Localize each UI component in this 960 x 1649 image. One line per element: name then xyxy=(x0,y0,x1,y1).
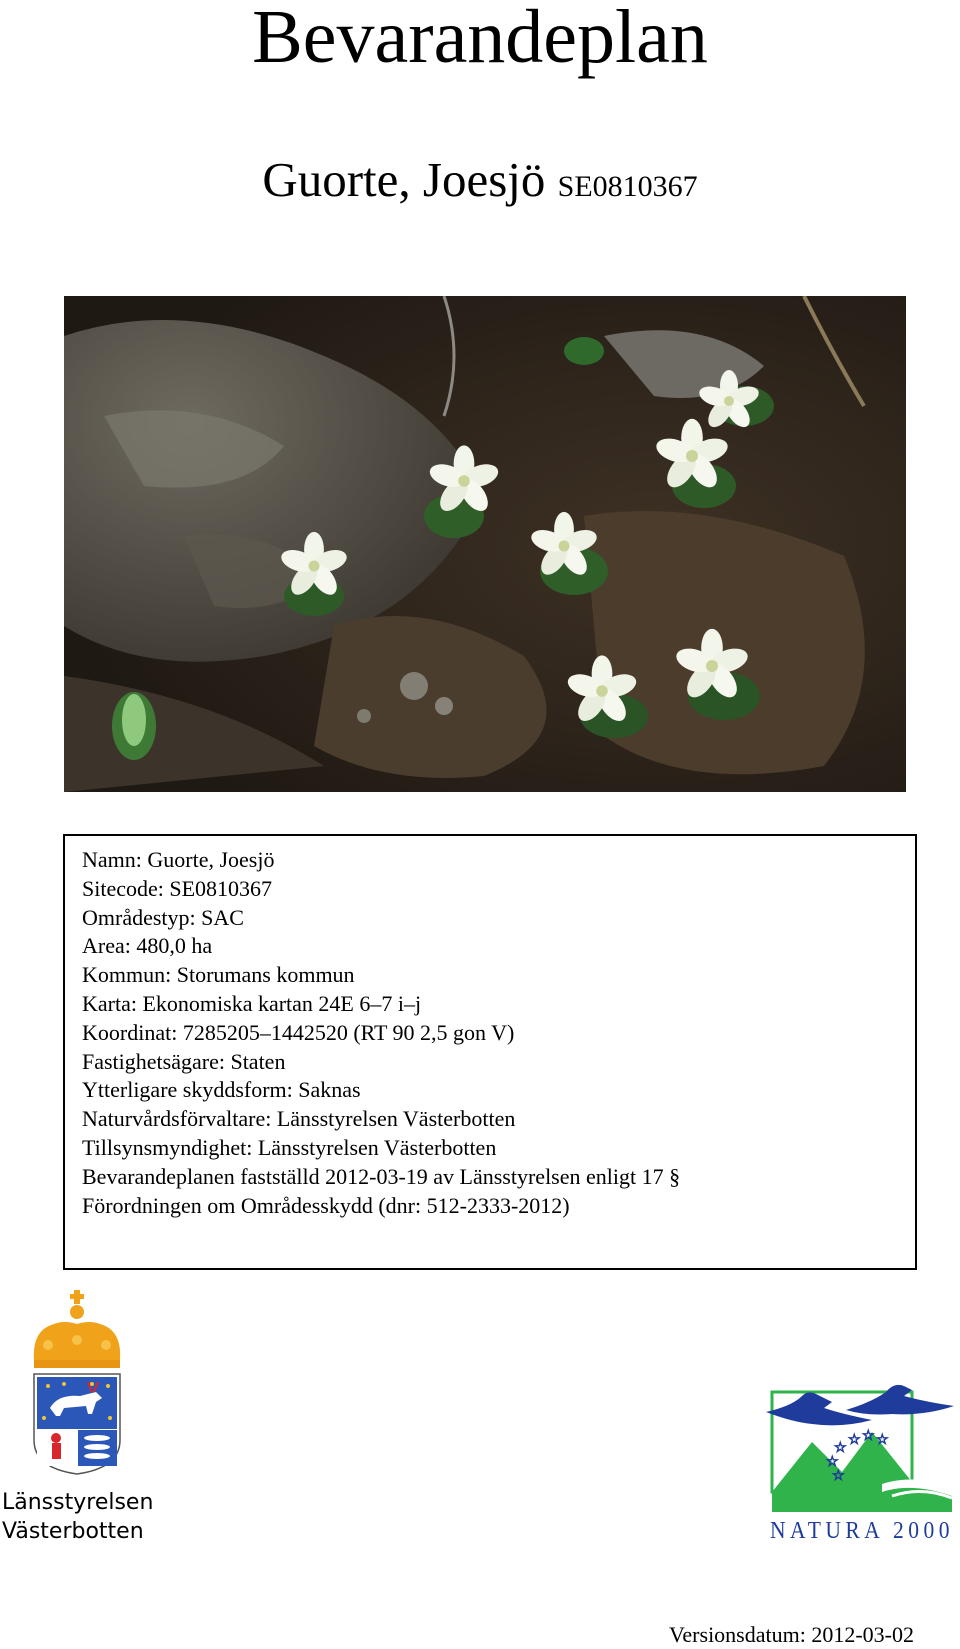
coat-of-arms-icon xyxy=(28,1290,126,1475)
info-line-municipality: Kommun: Storumans kommun xyxy=(82,962,355,988)
site-name: Guorte, Joesjö xyxy=(262,152,546,207)
natura-2000-label: NATURA 2000 xyxy=(770,1518,954,1542)
document-title: Bevarandeplan xyxy=(252,0,708,79)
version-date: Versionsdatum: 2012-03-02 xyxy=(668,1622,914,1647)
lansstyrelsen-line1: Länsstyrelsen xyxy=(2,1490,154,1515)
info-line-area-type: Områdestyp: SAC xyxy=(82,904,244,930)
info-line-supervisor: Tillsynsmyndighet: Länsstyrelsen Västerbotten xyxy=(82,1134,497,1160)
svg-text:☆: ☆ xyxy=(876,1432,889,1448)
svg-text:☆: ☆ xyxy=(862,1428,875,1444)
info-line-coordinates: Koordinat: 7285205–1442520 (RT 90 2,5 gon V) xyxy=(82,1019,515,1045)
info-line-area: Area: 480,0 ha xyxy=(82,933,213,959)
natura-2000-logo xyxy=(762,1372,958,1542)
lansstyrelsen-logo-text xyxy=(2,1488,172,1546)
info-line-manager: Naturvårdsförvaltare: Länsstyrelsen Västerbotten xyxy=(82,1106,516,1132)
info-line-adopted: Bevarandeplanen fastställd 2012-03-19 av Länsstyrelsen enligt 17 § xyxy=(82,1163,681,1189)
info-line-protection: Ytterligare skyddsform: Saknas xyxy=(82,1077,361,1103)
document-subtitle xyxy=(0,150,960,217)
info-line-owner: Fastighetsägare: Staten xyxy=(82,1048,286,1074)
info-line-name: Namn: Guorte, Joesjö xyxy=(82,847,275,872)
site-info-box xyxy=(63,834,917,1270)
info-line-sitecode: Sitecode: SE0810367 xyxy=(82,875,273,901)
svg-text:☆: ☆ xyxy=(834,1440,847,1456)
svg-text:☆: ☆ xyxy=(848,1432,861,1448)
info-line-ordinance: Förordningen om Områdesskydd (dnr: 512-2333-2012) xyxy=(82,1192,570,1218)
lansstyrelsen-line2: Västerbotten xyxy=(2,1519,144,1544)
site-code: SE0810367 xyxy=(557,170,698,203)
svg-text:☆: ☆ xyxy=(826,1454,839,1470)
svg-text:☆: ☆ xyxy=(832,1468,845,1484)
cover-photo xyxy=(64,296,906,792)
info-line-map: Karta: Ekonomiska kartan 24E 6–7 i–j xyxy=(82,990,422,1016)
